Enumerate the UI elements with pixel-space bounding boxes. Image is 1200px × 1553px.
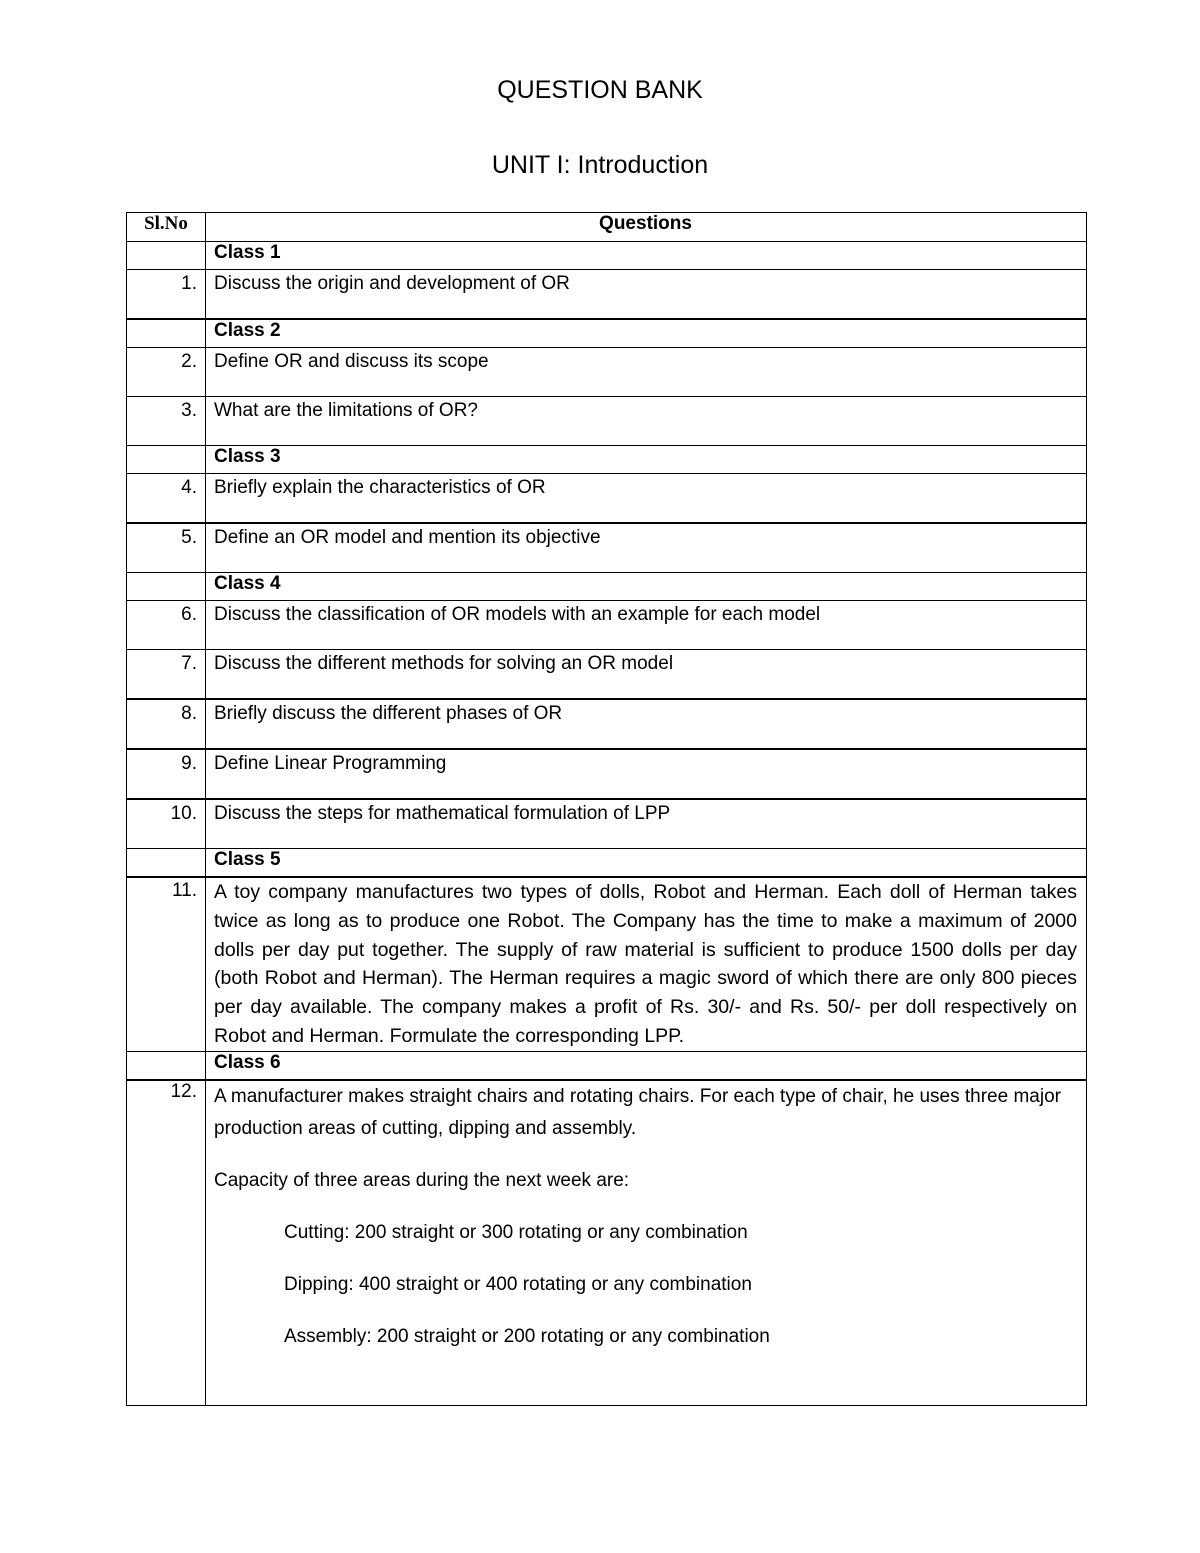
capacity-cutting: Cutting: 200 straight or 300 rotating or any combination xyxy=(284,1221,748,1243)
table-row xyxy=(127,474,1087,524)
question-text: Define OR and discuss its scope xyxy=(206,348,1087,397)
table-row xyxy=(127,749,1087,799)
table-row xyxy=(127,523,1087,573)
table-row xyxy=(127,877,1087,1051)
class-row xyxy=(127,1051,1087,1080)
class-label: Class 1 xyxy=(206,242,1087,270)
unit-title: UNIT I: Introduction xyxy=(491,151,709,179)
header-sl-no: Sl.No xyxy=(127,213,206,242)
capacity-dipping: Dipping: 400 straight or 400 rotating or any combination xyxy=(284,1273,752,1295)
question-text: A manufacturer makes straight chairs and rotating chairs. For each type of chair, he uses three major production areas of cutting, dipping and assembly. xyxy=(214,1085,1061,1139)
question-number: 2. xyxy=(127,348,206,397)
table-row xyxy=(127,799,1087,849)
table-row xyxy=(127,650,1087,700)
table-row xyxy=(127,348,1087,397)
class-row xyxy=(127,242,1087,270)
question-number: 1. xyxy=(127,270,206,320)
question-number: 11. xyxy=(127,877,206,1051)
question-text: Discuss the origin and development of OR xyxy=(206,270,1087,320)
table-header-row xyxy=(127,213,1087,242)
question-text: What are the limitations of OR? xyxy=(206,397,1087,446)
question-number: 3. xyxy=(127,397,206,446)
document-title: QUESTION BANK xyxy=(497,76,703,104)
question-number: 9. xyxy=(127,749,206,799)
class-label: Class 5 xyxy=(206,849,1087,878)
table-row xyxy=(127,601,1087,650)
question-table xyxy=(126,212,1087,1406)
class-label: Class 3 xyxy=(206,446,1087,474)
capacity-assembly: Assembly: 200 straight or 200 rotating or any combination xyxy=(284,1325,770,1347)
table-row xyxy=(127,270,1087,320)
question-number: 5. xyxy=(127,523,206,573)
class-label: Class 6 xyxy=(206,1051,1087,1080)
class-row xyxy=(127,319,1087,348)
question-cell xyxy=(206,1080,1087,1406)
table-row xyxy=(127,397,1087,446)
question-number: 8. xyxy=(127,699,206,749)
question-number: 12. xyxy=(127,1080,206,1406)
question-number: 7. xyxy=(127,650,206,700)
class-row xyxy=(127,849,1087,878)
class-row xyxy=(127,573,1087,601)
class-row xyxy=(127,446,1087,474)
question-text: Discuss the different methods for solving an OR model xyxy=(206,650,1087,700)
question-text: Define Linear Programming xyxy=(206,749,1087,799)
question-text: Briefly discuss the different phases of OR xyxy=(206,699,1087,749)
question-number: 10. xyxy=(127,799,206,849)
question-text: Discuss the classification of OR models with an example for each model xyxy=(206,601,1087,650)
class-label: Class 2 xyxy=(206,319,1087,348)
table-row xyxy=(127,699,1087,749)
question-text: Briefly explain the characteristics of OR xyxy=(206,474,1087,524)
question-number: 4. xyxy=(127,474,206,524)
question-text: A toy company manufactures two types of dolls, Robot and Herman. Each doll of Herman takes twice as long as to produce one Robot. The Company has the time to make a maximum of 2000 dolls per day put together. The supply of raw material is sufficient to produce 1500 dolls per day (both Robot and Herman). The Herman requires a magic sword of which there are only 800 pieces per day available. The company makes a profit of Rs. 30/- and Rs. 50/- per doll respectively on Robot and Herman. Formulate the corresponding LPP. xyxy=(206,877,1087,1051)
capacity-intro: Capacity of three areas during the next week are: xyxy=(214,1169,630,1191)
question-text: Define an OR model and mention its objective xyxy=(206,523,1087,573)
question-number: 6. xyxy=(127,601,206,650)
table-row xyxy=(127,1080,1087,1406)
class-label: Class 4 xyxy=(206,573,1087,601)
header-questions: Questions xyxy=(206,213,1087,242)
question-text: Discuss the steps for mathematical formulation of LPP xyxy=(206,799,1087,849)
